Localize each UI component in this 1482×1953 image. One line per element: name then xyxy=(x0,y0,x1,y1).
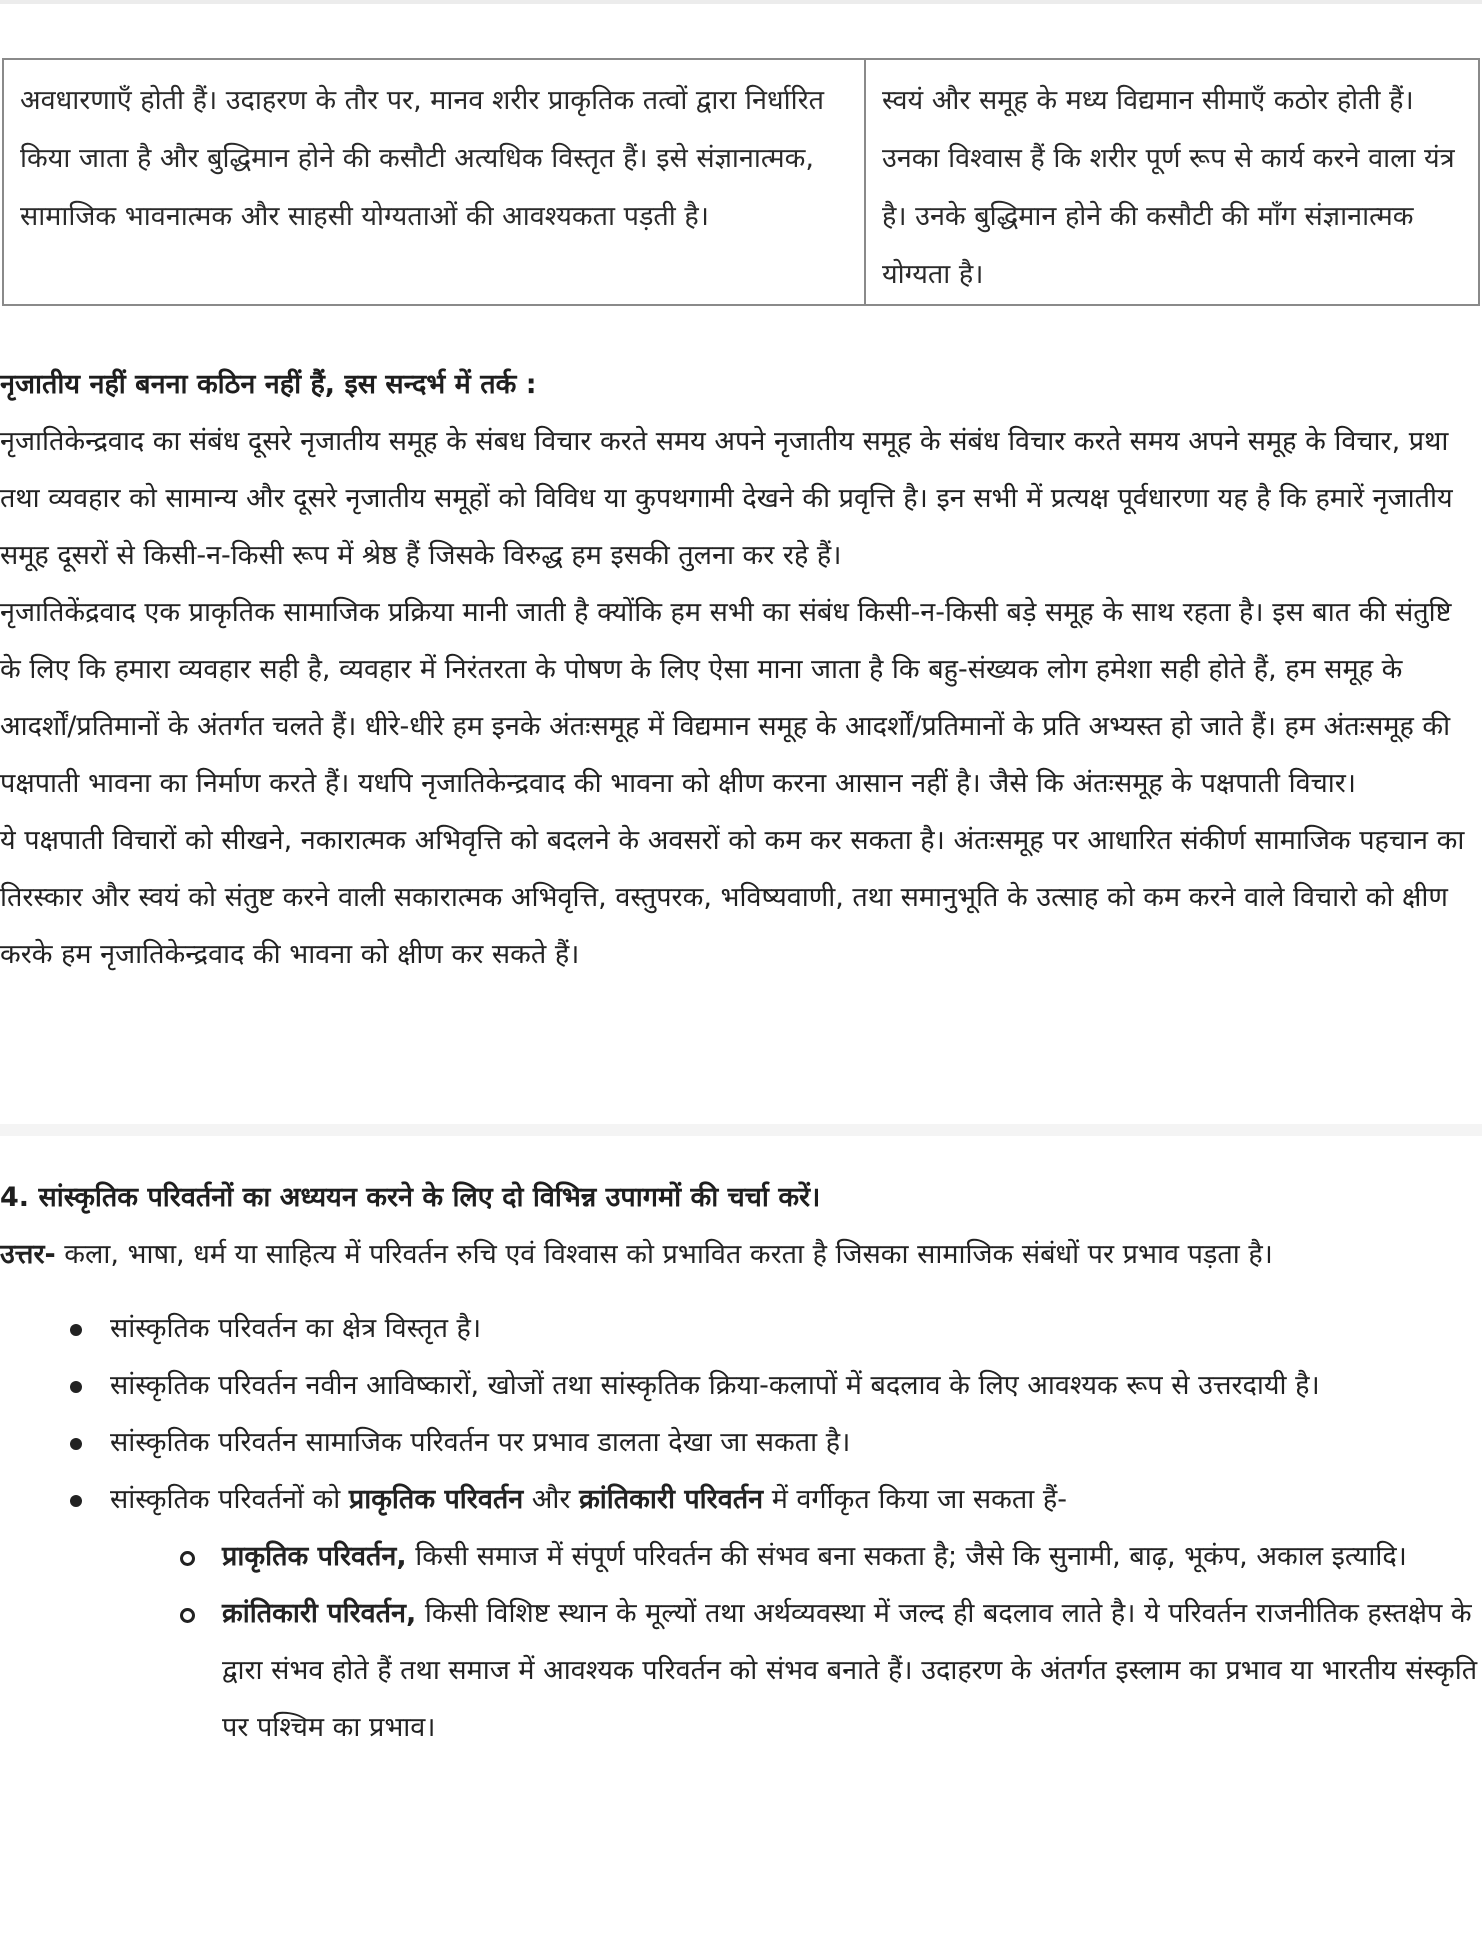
bullet-list xyxy=(0,1300,1478,1528)
paragraph-2: नृजातिकेंद्रवाद एक प्राकृतिक सामाजिक प्रक्रिया मानी जाती है क्योंकि हम सभी का संबंध किसी-न-किसी बड़े समूह के साथ रहता है। इस बात की संतुष्टि के लिए कि हमारा व्यवहार सही है, व्यवहार में निरंतरता के पोषण के लिए ऐसा माना जाता है कि बहु-संख्यक लोग हमेशा सही होते हैं, हम समूह के आदर्शों/प्रतिमानों के अंतर्गत चलते हैं। धीरे-धीरे हम इनके अंतःसमूह में विद्यमान समूह के आदर्शों/प्रतिमानों के प्रति अभ्यस्त हो जाते हैं। हम अंतःसमूह की पक्षपाती भावना का निर्माण करते हैं। यधपि नृजातिकेन्द्रवाद की भावना को क्षीण करना आसान नहीं है। जैसे कि अंतःसमूह के पक्षपाती विचार। xyxy=(0,597,1452,799)
comparison-table xyxy=(2,58,1480,306)
question-section xyxy=(0,1169,1478,1756)
sub-item-text: किसी विशिष्ट स्थान के मूल्यों तथा अर्थव्यवस्था में जल्द ही बदलाव लाते है। ये परिवर्तन राजनीतिक हस्तक्षेप के द्वारा संभव होते हैं तथा समाज में आवश्यक परिवर्तन को संभव बनाते हैं। उदाहरण के अंतर्गत इस्लाम का प्रभाव या भारतीय संस्कृति पर पश्चिम का प्रभाव। xyxy=(222,1598,1478,1743)
question-heading: 4. सांस्कृतिक परिवर्तनों का अध्ययन करने के लिए दो विभिन्न उपागमों की चर्चा करें। xyxy=(0,1182,821,1213)
table-cell-right: स्वयं और समूह के मध्य विद्यमान सीमाएँ कठोर होती हैं। उनका विश्वास हैं कि शरीर पूर्ण रूप से कार्य करने वाला यंत्र है। उनके बुद्धिमान होने की कसौटी की माँग संज्ञानात्मक योग्यता है। xyxy=(865,59,1479,305)
bullet4-pre: सांस्कृतिक परिवर्तनों को xyxy=(110,1484,349,1515)
sub-item-text: किसी समाज में संपूर्ण परिवर्तन की संभव बना सकता है; जैसे कि सुनामी, बाढ़, भूकंप, अकाल इत्यादि। xyxy=(406,1541,1407,1572)
answer-text: कला, भाषा, धर्म या साहित्य में परिवर्तन रुचि एवं विश्वास को प्रभावित करता है जिसका सामाजिक संबंधों पर प्रभाव पड़ता है। xyxy=(55,1239,1273,1270)
sub-list-item xyxy=(0,1528,1478,1585)
sub-list xyxy=(0,1528,1478,1756)
list-item: सांस्कृतिक परिवर्तन नवीन आविष्कारों, खोजों तथा सांस्कृतिक क्रिया-कलापों में बदलाव के लिए आवश्यक रूप से उत्तरदायी है। xyxy=(0,1357,1478,1414)
list-item xyxy=(0,1471,1478,1528)
bullet4-bold-revolutionary: क्रांतिकारी परिवर्तन xyxy=(579,1484,764,1515)
section-heading: नृजातीय नहीं बनना कठिन नहीं हैं, इस सन्दर्भ में तर्क : xyxy=(0,369,537,400)
ethnocentrism-section xyxy=(0,356,1478,983)
top-divider xyxy=(0,0,1482,4)
sub-item-bold: प्राकृतिक परिवर्तन, xyxy=(222,1541,407,1572)
sub-list-item xyxy=(0,1585,1478,1756)
answer-label: उत्तर- xyxy=(0,1239,56,1270)
paragraph-3: ये पक्षपाती विचारों को सीखने, नकारात्मक अभिवृत्ति को बदलने के अवसरों को कम कर सकता है। अंतःसमूह पर आधारित संकीर्ण सामाजिक पहचान का तिरस्कार और स्वयं को संतुष्ट करने वाली सकारात्मक अभिवृत्ति, वस्तुपरक, भविष्यवाणी, तथा समानुभूति के उत्साह को कम करने वाले विचारो को क्षीण करके हम नृजातिकेन्द्रवाद की भावना को क्षीण कर सकते हैं। xyxy=(0,825,1465,970)
section-divider xyxy=(0,1124,1482,1136)
list-item: सांस्कृतिक परिवर्तन का क्षेत्र विस्तृत है। xyxy=(0,1300,1478,1357)
table-cell-left: अवधारणाएँ होती हैं। उदाहरण के तौर पर, मानव शरीर प्राकृतिक तत्वों द्वारा निर्धारित किया जाता है और बुद्धिमान होने की कसौटी अत्यधिक विस्तृत हैं। इसे संज्ञानात्मक, सामाजिक भावनात्मक और साहसी योग्यताओं की आवश्यकता पड़ती है। xyxy=(3,59,865,305)
table-row xyxy=(3,59,1479,305)
bullet4-post: में वर्गीकृत किया जा सकता हैं- xyxy=(763,1484,1067,1515)
sub-item-bold: क्रांतिकारी परिवर्तन, xyxy=(222,1598,417,1629)
bullet4-mid: और xyxy=(523,1484,580,1515)
list-item: सांस्कृतिक परिवर्तन सामाजिक परिवर्तन पर प्रभाव डालता देखा जा सकता है। xyxy=(0,1414,1478,1471)
answer-paragraph xyxy=(0,1226,1478,1283)
bullet4-bold-natural: प्राकृतिक परिवर्तन xyxy=(348,1484,524,1515)
paragraph-1: नृजातिकेन्द्रवाद का संबंध दूसरे नृजातीय समूह के संबध विचार करते समय अपने नृजातीय समूह के संबंध विचार करते समय अपने समूह के विचार, प्रथा तथा व्यवहार को सामान्य और दूसरे नृजातीय समूहों को विविध या कुपथगामी देखने की प्रवृत्ति है। इन सभी में प्रत्यक्ष पूर्वधारणा यह है कि हमारें नृजातीय समूह दूसरों से किसी-न-किसी रूप में श्रेष्ठ हैं जिसके विरुद्ध हम इसकी तुलना कर रहे हैं। xyxy=(0,426,1453,571)
